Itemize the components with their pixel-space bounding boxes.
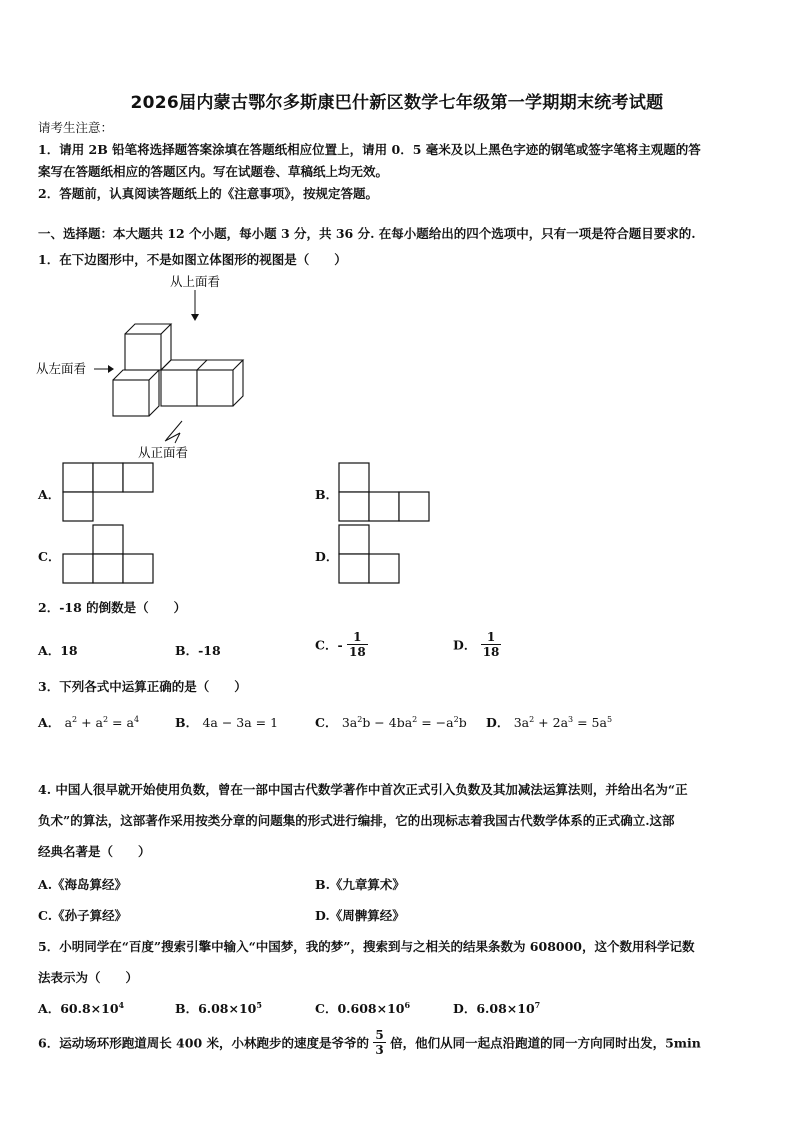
notice-line-1a: 1．请用 2B 铅笔将选择题答案涂填在答题纸相应位置上，请用 0．5 毫米及以上黑色字迹的钢笔或签字笔将主观题的答 [38,142,701,157]
notice-line-1b: 案写在答题纸相应的答题区内。写在试题卷、草稿纸上均无效。 [38,164,389,179]
q5-d-exp: 7 [534,1000,541,1010]
q3-option-d-expr: $3a^2 + 2a^3 = 5a^5$ [513,715,613,730]
q5-option-a[interactable] [38,999,124,1017]
q5-a-base: A．60.8×10 [38,1001,119,1016]
q1-option-a-figure[interactable] [62,462,154,524]
q3-stem: 3．下列各式中运算正确的是（ ） [38,679,247,694]
q3-option-c-expr: $3a^2b - 4ba^2 = -a^2b$ [341,715,467,730]
q5-option-d[interactable] [453,999,540,1017]
q2-option-b[interactable]: B．-18 [175,643,221,658]
q1-stem: 1．在下边图形中，不是如图立体图形的视图是（ ） [38,252,347,267]
q3-option-b-expr: 4a − 3a = 1 [202,715,279,730]
q2-option-d[interactable] [453,630,501,659]
q4-option-b[interactable]: B.《九章算术》 [315,877,405,892]
q4-line-3: 经典名著是（ ） [38,844,151,859]
q2-c-denominator: 18 [349,645,366,659]
q2-option-c-fraction [347,630,368,659]
q5-a-exp: 4 [118,1000,125,1010]
q6-post: 倍，他们从同一起点沿跑道的同一方向同时出发，5min [390,1035,701,1051]
q5-option-b[interactable] [175,999,262,1017]
q1-option-d-label[interactable]: D． [315,549,339,564]
q5-option-c[interactable] [315,999,410,1017]
q5-c-base: C．0.608×10 [315,1001,405,1016]
q5-line-2: 法表示为（ ） [38,970,139,985]
q3-option-c[interactable] [315,713,467,731]
label-front: 从正面看 [138,445,189,460]
notice-heading: 请考生注意： [38,120,114,135]
q2-d-numerator: 1 [481,630,502,645]
q3-option-c-label: C． [315,715,338,730]
q3-option-b[interactable] [175,713,278,731]
q6-denominator: 3 [375,1043,384,1057]
section-heading: 一、选择题：本大题共 12 个小题，每小题 3 分，共 36 分. 在每小题给出的四个选项中，只有一项是符合题目要求的. [38,226,696,241]
page-title: 2026届内蒙古鄂尔多斯康巴什新区数学七年级第一学期期末统考试题 [130,93,664,113]
q3-option-a[interactable] [38,713,139,731]
q2-option-a[interactable]: A．18 [38,643,78,658]
q5-line-1: 5．小明同学在“百度”搜索引擎中输入“中国梦，我的梦”，搜索到与之相关的结果条数为 608000，这个数用科学记数 [38,939,695,954]
q6-line-1 [38,1028,701,1057]
q1-solid-figure [30,268,270,464]
q5-b-base: B．6.08×10 [175,1001,257,1016]
q4-line-1: 4. 中国人很早就开始使用负数，曾在一部中国古代数学著作中首次正式引入负数及其加减法运算法则，并给出名为“正 [38,782,688,797]
q5-c-exp: 6 [404,1000,411,1010]
q5-d-base: D．6.08×10 [453,1001,535,1016]
q2-c-numerator: 1 [347,630,368,645]
label-top: 从上面看 [170,274,221,289]
q2-option-d-fraction [481,630,502,659]
q1-option-a-label[interactable]: A． [38,487,61,502]
q3-option-a-expr: $a^2 + a^2 = a^4$ [64,715,140,730]
q1-option-c-figure[interactable] [62,524,154,586]
q2-option-d-prefix: D． [453,637,477,653]
q4-option-c[interactable]: C.《孙子算经》 [38,908,128,923]
q3-option-a-label: A． [38,715,61,730]
q6-pre: 6．运动场环形跑道周长 400 米，小林跑步的速度是爷爷的 [38,1035,369,1051]
q3-option-d-label: D． [486,715,510,730]
q2-stem: 2．-18 的倒数是（ ） [38,600,187,615]
q1-option-b-figure[interactable] [338,462,430,524]
q1-option-c-label[interactable]: C． [38,549,61,564]
q2-option-c-prefix: C．- [315,637,343,653]
q4-option-a[interactable]: A.《海岛算经》 [38,877,128,892]
q1-option-b-label[interactable]: B． [315,487,339,502]
q6-numerator: 5 [375,1028,384,1042]
q4-line-2: 负术”的算法，这部著作采用按类分章的问题集的形式进行编排，它的出现标志着我国古代数学体系的正式确立.这部 [38,813,675,828]
q6-fraction [373,1028,385,1057]
notice-line-2: 2．答题前，认真阅读答题纸上的《注意事项》，按规定答题。 [38,186,378,201]
q2-d-denominator: 18 [482,645,500,659]
q3-option-b-label: B． [175,715,199,730]
q5-b-exp: 5 [256,1000,262,1010]
q2-option-c[interactable] [315,630,368,659]
label-left: 从左面看 [36,361,87,376]
q1-option-d-figure[interactable] [338,524,400,586]
q3-option-d[interactable] [486,713,612,731]
q4-option-d[interactable]: D.《周髀算经》 [315,908,405,923]
